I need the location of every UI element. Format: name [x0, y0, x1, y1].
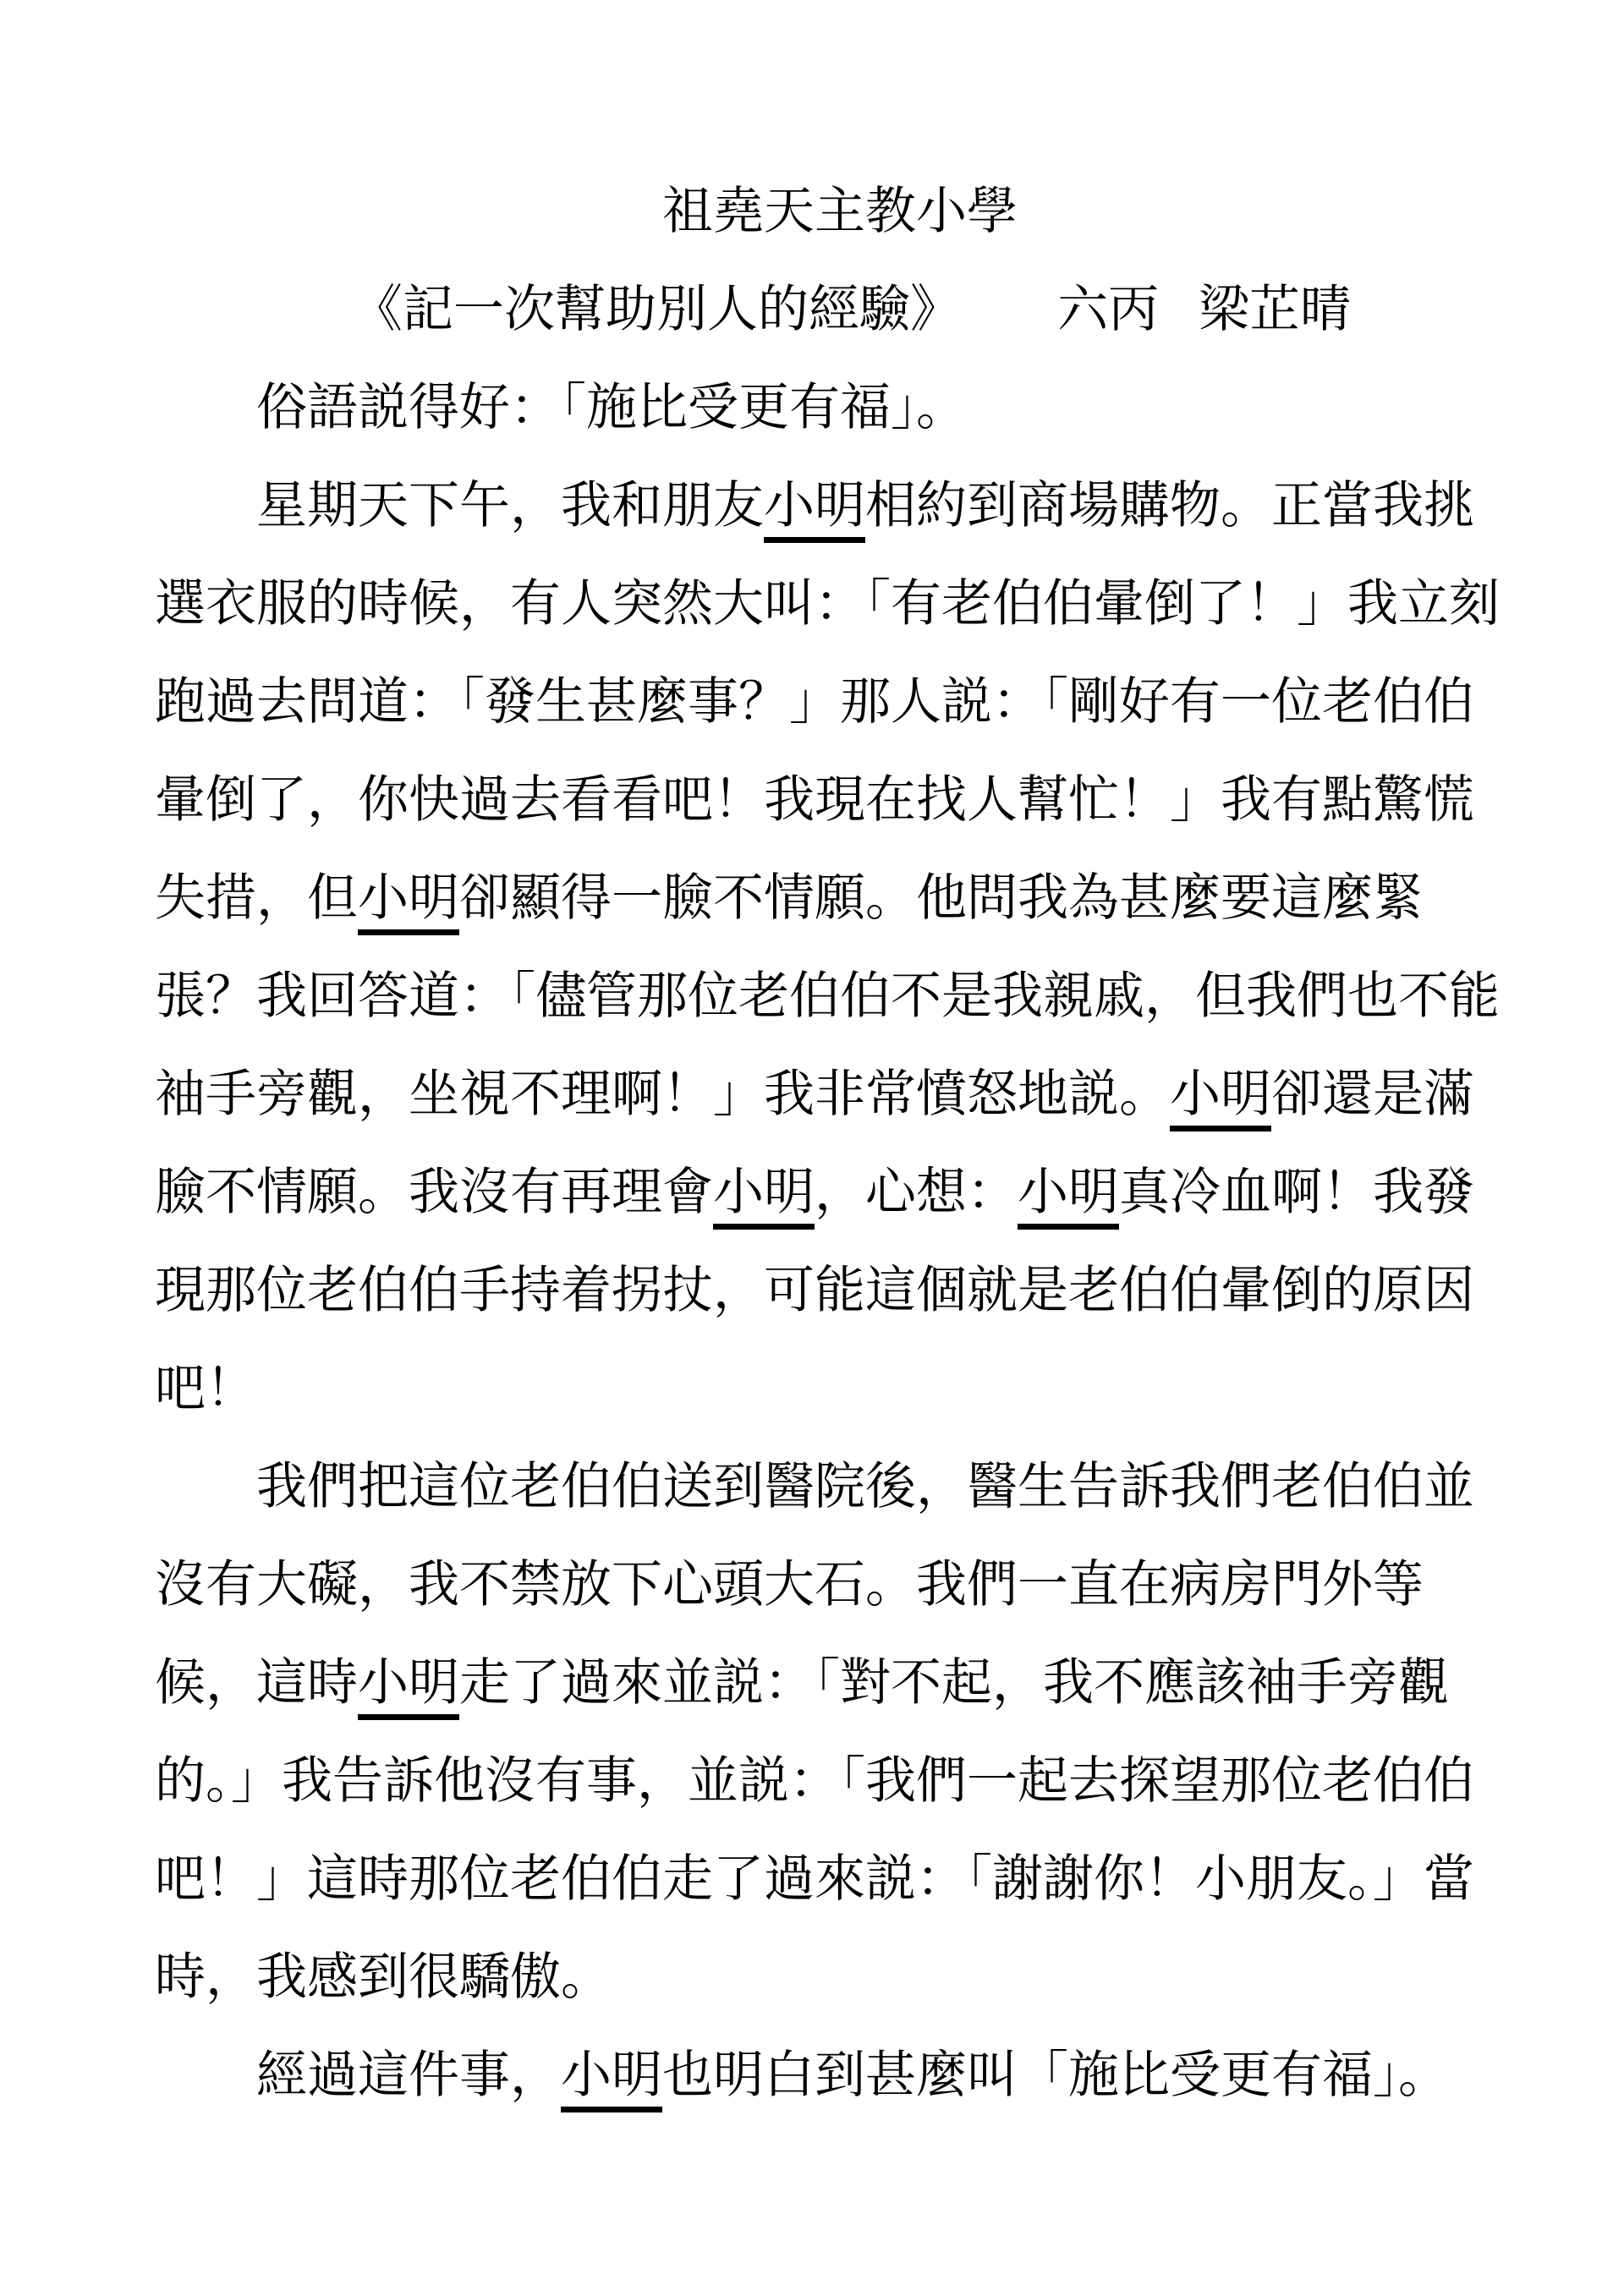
essay-line [155, 1830, 1559, 1928]
text-run: 卻顯得一臉不情願。他問我為甚麼要這麼緊 [459, 869, 1424, 928]
essay-title: 《記一次幫助別人的經驗》 [352, 280, 961, 339]
student-class: 六丙 [1057, 280, 1160, 339]
text-run: 跑過去問道：「發生甚麼事？」那人説：「剛好有一位老伯伯 [155, 672, 1474, 732]
underlined-name: 小明 [1170, 1065, 1271, 1132]
text-run: 吧！」這時那位老伯伯走了過來説：「謝謝你！小朋友。」當 [155, 1849, 1474, 1909]
essay-line [155, 555, 1559, 653]
essay-line [155, 359, 1559, 457]
essay-line [155, 751, 1559, 849]
text-run: 暈倒了，你快過去看看吧！我現在找人幫忙！」我有點驚慌 [155, 770, 1474, 830]
text-run: 臉不情願。我沒有再理會 [155, 1163, 713, 1222]
text-run: 吧！ [155, 1359, 256, 1418]
text-run: 時，我感到很驕傲。 [155, 1948, 612, 2007]
text-run: 真冷血啊！我發 [1119, 1163, 1474, 1222]
text-run: 經過這件事， [256, 2046, 561, 2105]
text-run: 卻還是滿 [1271, 1065, 1474, 1124]
text-run: 張？我回答道：「儘管那位老伯伯不是我親戚，但我們也不能 [155, 967, 1500, 1026]
essay-line [155, 1045, 1559, 1143]
essay-line [155, 1732, 1559, 1830]
text-run: 俗語説得好：「施比受更有福」。 [256, 378, 967, 437]
underlined-name: 小明 [1018, 1163, 1119, 1230]
text-run: 選衣服的時候，有人突然大叫：「有老伯伯暈倒了！」我立刻 [155, 574, 1500, 633]
underlined-name: 小明 [358, 1653, 459, 1720]
essay-line [155, 1438, 1559, 1536]
essay-line [155, 1143, 1559, 1241]
essay-line [155, 1241, 1559, 1340]
essay-line [155, 1634, 1559, 1732]
essay-document [155, 162, 1559, 2124]
text-run: 失措，但 [155, 869, 358, 928]
essay-line [155, 849, 1559, 947]
text-run: 星期天下午，我和朋友 [256, 476, 764, 535]
text-run: 袖手旁觀，坐視不理啊！」我非常憤怒地説。 [155, 1065, 1170, 1124]
essay-line [155, 1928, 1559, 2026]
essay-line [155, 947, 1559, 1045]
text-run: 的。」我告訴他沒有事，並説：「我們一起去探望那位老伯伯 [155, 1751, 1474, 1811]
text-run: 現那位老伯伯手持着拐扙，可能這個就是老伯伯暈倒的原因 [155, 1261, 1474, 1320]
essay-line [155, 653, 1559, 751]
text-run: 也明白到甚麼叫「施比受更有福」。 [662, 2046, 1449, 2105]
text-run: 候，這時 [155, 1653, 358, 1712]
essay-line [155, 457, 1559, 555]
text-run: 走了過來並説：「對不起，我不應該袖手旁觀 [459, 1653, 1449, 1712]
text-run: 我們把這位老伯伯送到醫院後，醫生告訴我們老伯伯並 [256, 1457, 1474, 1516]
essay-header [155, 260, 1559, 359]
underlined-name: 小明 [713, 1163, 815, 1230]
text-run: ，心想： [815, 1163, 1018, 1222]
underlined-name: 小明 [358, 869, 459, 935]
essay-line [155, 1536, 1559, 1634]
underlined-name: 小明 [764, 476, 865, 543]
underlined-name: 小明 [561, 2046, 662, 2112]
text-run: 相約到商場購物。正當我挑 [865, 476, 1474, 535]
essay-line [155, 1340, 1559, 1438]
text-run: 沒有大礙，我不禁放下心頭大石。我們一直在病房門外等 [155, 1555, 1424, 1614]
school-name: 祖堯天主教小學 [662, 182, 1018, 241]
essay-body [155, 359, 1559, 2124]
student-name: 梁芷晴 [1199, 280, 1352, 339]
essay-line [155, 2026, 1559, 2124]
